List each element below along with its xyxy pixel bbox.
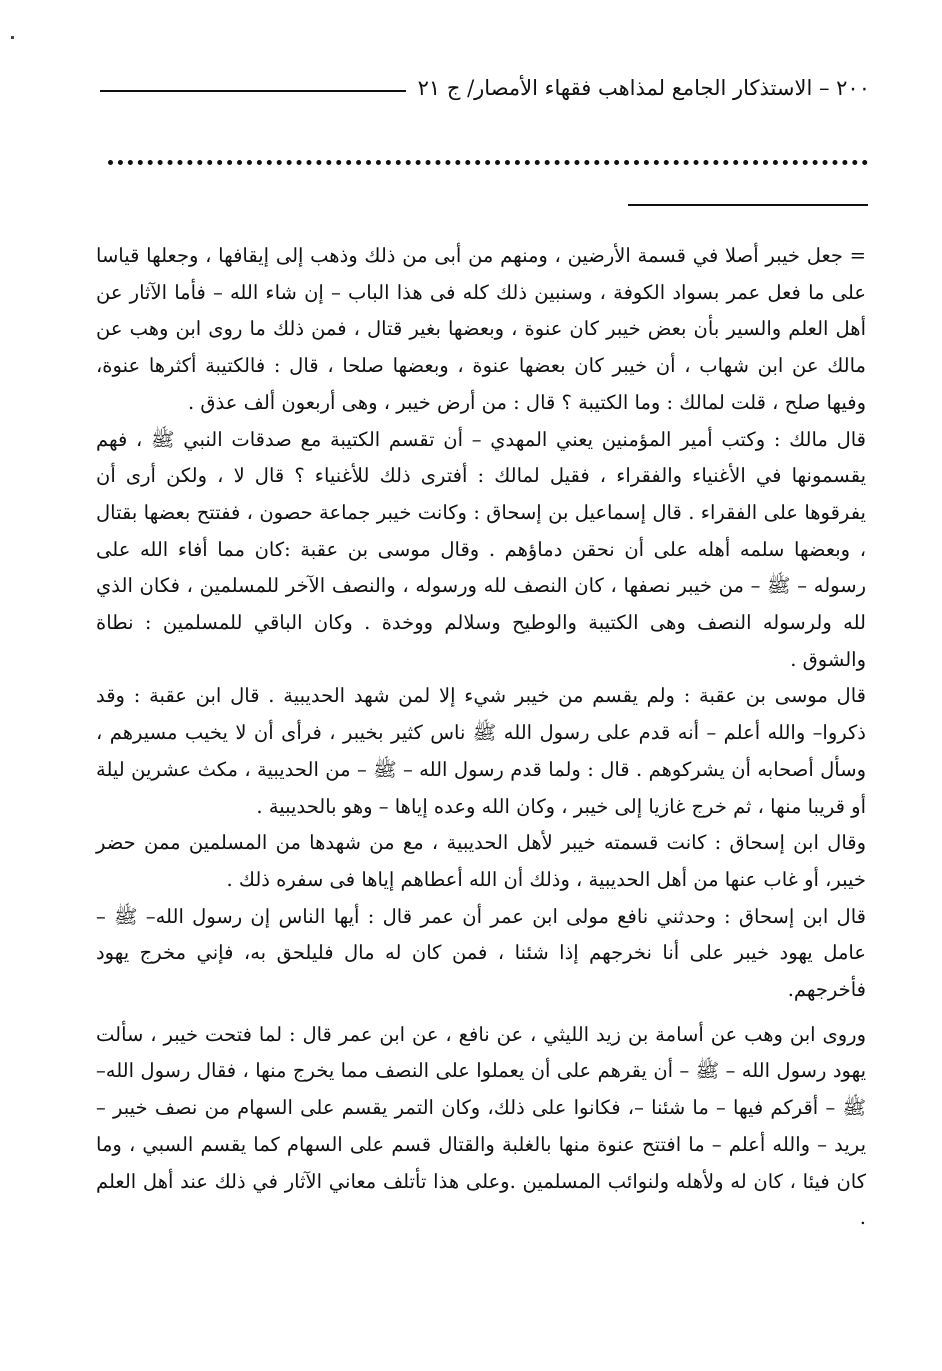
header-rule bbox=[100, 90, 406, 92]
paragraph: قال ابن إسحاق : وحدثني نافع مولى ابن عمر أن عمر قال : أيها الناس إن رسول الله– ﷺ – عامل يهود خيبر على أنا نخرجهم إذا شئنا ، فمن كان له مال فليلحق به، فإني مخرج يهود فأخرجهم. bbox=[96, 904, 866, 1002]
paragraph: قال موسى بن عقبة : ولم يقسم من خيبر شيء إلا لمن شهد الحديبية . قال ابن عقبة : وقد ذكروا– والله أعلم – أنه قدم على رسول الله ﷺ ناس كثير بخيبر ، فرأى أن لا يخيب مسيرهم ، وسأل أصحابه أن يشركوهم . قال : ولما قدم رسول الله – ﷺ – من الحديبية ، مكث عشرين ليلة أو قريبا منها ، ثم خرج غازيا إلى خيبر ، وكان الله وعده إياها – وهو بالحديبية . bbox=[96, 684, 866, 818]
dotted-separator bbox=[108, 160, 868, 165]
paragraph: قال مالك : وكتب أمير المؤمنين يعني المهدي – أن تقسم الكتيبة مع صدقات النبي ﷺ ، فهم يقسمونها في الأغنياء والفقراء ، فقيل لمالك : أفترى ذلك للأغنياء ؟ قال لا ، ولكن أرى أن يفرقوها على الفقراء . قال إسماعيل بن إسحاق : وكانت خيبر جماعة حصون ، ففتتح بعضها بقتال ، وبعضها سلمه أهله على أن نحقن دماؤهم . وقال موسى بن عقبة :كان مما أفاء الله على رسوله – ﷺ – من خيبر نصفها ، كان النصف لله ورسوله ، والنصف الآخر للمسلمين ، فكان الذي لله ولرسوله النصف وهى الكتيبة والوطيح وسلالم ووخدة . وكان الباقي للمسلمين : نطاة والشوق . bbox=[96, 427, 866, 671]
paragraph: = جعل خيبر أصلا في قسمة الأرضين ، ومنهم من أبى من ذلك وذهب إلى إيقافها ، وجعلها قياسا على ما فعل عمر بسواد الكوفة ، وسنبين ذلك كله فى هذا الباب – إن شاء الله – فأما الآثار عن أهل العلم والسير بأن بعض خيبر كان عنوة ، وبعضها بغير قتال ، فمن ذلك ما روى ابن وهب عن مالك عن ابن شهاب ، أن خيبر كان بعضها عنوة ، وبعضها صلحا ، قال : فالكتيبة أكثرها عنوة، وفيها صلح ، قلت لمالك : وما الكتيبة ؟ قال : من أرض خيبر ، وهى أربعون ألف عذق . bbox=[96, 244, 866, 414]
paragraph: وقال ابن إسحاق : كانت قسمته خيبر لأهل الحديبية ، مع من شهدها من المسلمين ممن حضر خيبر، أو غاب عنها من أهل الحديبية ، وذلك أن الله أعطاهم إياها فى سفره ذلك . bbox=[96, 831, 866, 891]
header-title: ٢٠٠ – الاستذكار الجامع لمذاهب فقهاء الأمصار/ ج ٢١ bbox=[417, 76, 870, 100]
scan-speck bbox=[11, 36, 14, 39]
footnote-body bbox=[96, 238, 866, 1237]
footnote-rule bbox=[628, 204, 868, 206]
running-header bbox=[100, 76, 870, 100]
paragraph: وروى ابن وهب عن أسامة بن زيد الليثي ، عن نافع ، عن ابن عمر قال : لما فتحت خيبر ، سألت يهود رسول الله – ﷺ – أن يقرهم على أن يعملوا على النصف مما يخرج منها ، فقال رسول الله– ﷺ – أقركم فيها – ما شئنا –، فكانوا على ذلك، وكان التمر يقسم على السهام من نصف خيبر – يريد – والله أعلم – ما افتتح عنوة منها بالغلبة والقتال قسم على السهام كما يقسم السبي ، وما كان فيئا ، كان له ولأهله ولنوائب المسلمين .وعلى هذا تأتلف معاني الآثار في ذلك عند أهل العلم . bbox=[96, 1022, 866, 1230]
